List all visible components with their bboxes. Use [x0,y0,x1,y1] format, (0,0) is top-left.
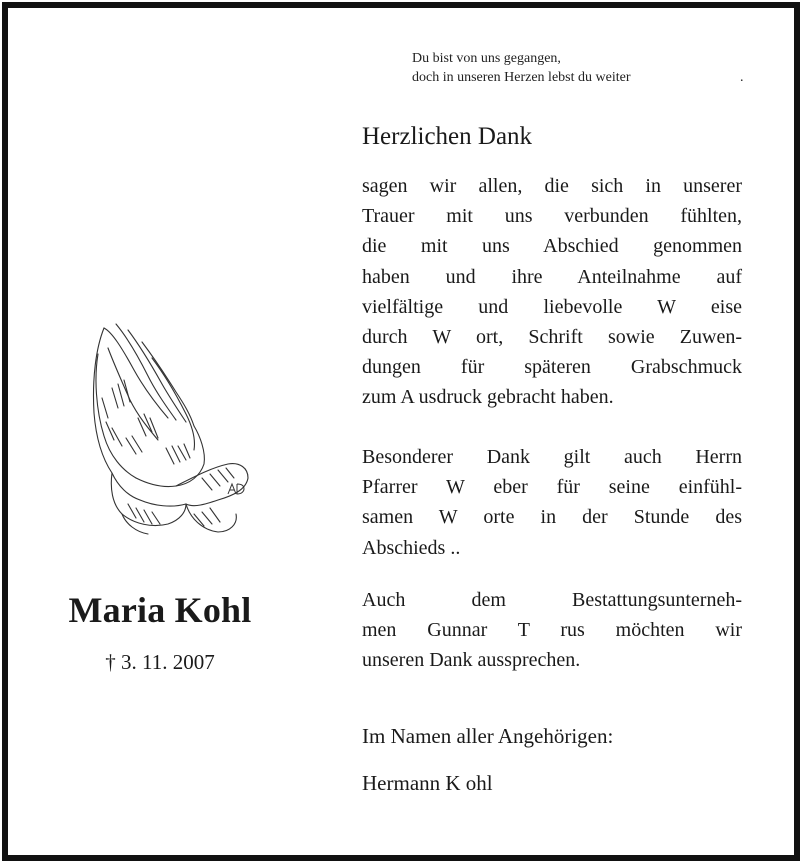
verse-line-2: doch in unseren Herzen lebst du weiter [412,70,631,85]
praying-hands-icon [82,318,254,538]
paragraph-line: Abschieds .. [362,536,461,559]
paragraph-line: zum A usdruck gebracht haben. [362,386,614,409]
paragraph-line: die mit uns Abschied genommen [362,235,742,258]
verse-line-1: Du bist von uns gegangen, [412,51,561,66]
thanks-heading: Herzlichen Dank [362,123,533,150]
thanks-paragraph-2 [362,442,742,563]
deceased-name: Maria Kohl [68,590,252,630]
paragraph-line: haben und ihre Anteilnahme auf [362,265,742,288]
death-date: † 3. 11. 2007 [105,650,215,674]
paragraph-line: samen W orte in der Stunde des [362,506,742,529]
paragraph-line: durch W ort, Schrift sowie Zuwen- [362,326,742,349]
thanks-paragraph-1 [362,171,742,413]
thanks-paragraph-3 [362,585,742,676]
paragraph-line: Besonderer Dank gilt auch Herrn [362,446,742,468]
paragraph-line: unseren Dank aussprechen. [362,649,581,672]
verse-trailing-dot: . [740,70,744,85]
paragraph-line: vielfältige und liebevolle W eise [362,295,742,318]
paragraph-line: Trauer mit uns verbunden fühlten, [362,205,742,228]
paragraph-line: men Gunnar T rus möchten wir [362,619,742,642]
paragraph-line: dungen für späteren Grabschmuck [362,356,742,379]
closing-line: Im Namen aller Angehörigen: [362,724,614,748]
paragraph-line: Auch dem Bestattungsunterneh- [362,589,742,611]
paragraph-line: sagen wir allen, die sich in unserer [362,175,742,197]
paragraph-line: Pfarrer W eber für seine einfühl- [362,476,742,499]
signature: Hermann K ohl [362,771,493,795]
memorial-verse [412,49,630,87]
